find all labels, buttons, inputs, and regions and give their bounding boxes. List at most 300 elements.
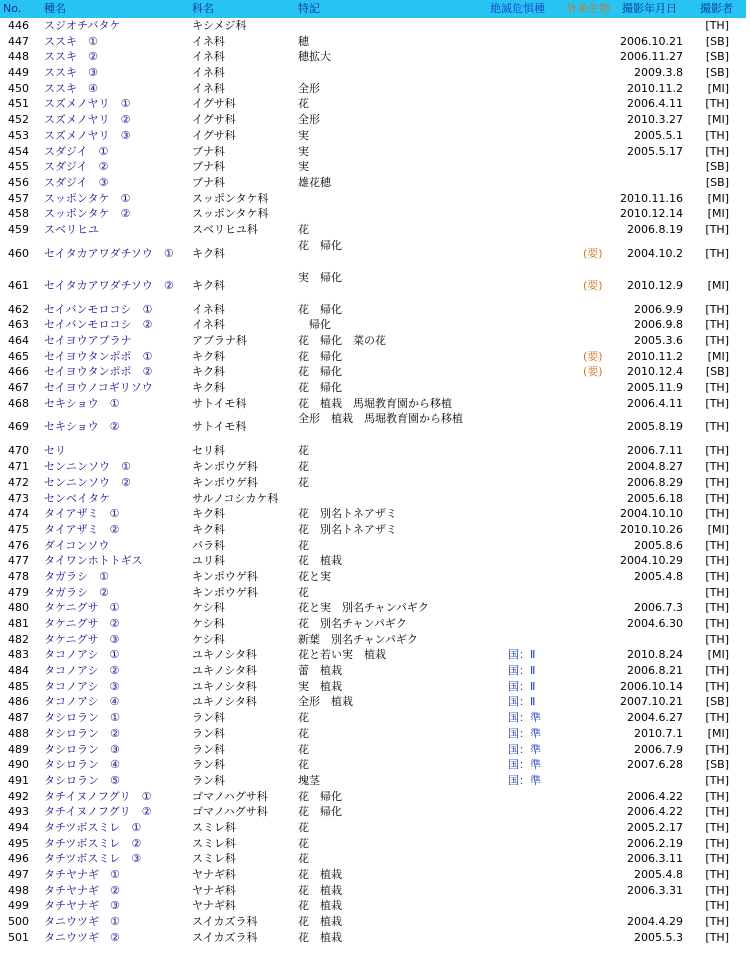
- special-note: 全形 植栽: [298, 695, 353, 709]
- special-note: 花 帰化: [298, 238, 342, 252]
- row-no: 451: [8, 97, 29, 111]
- row-no: 474: [8, 507, 29, 521]
- row-no: 480: [8, 601, 29, 615]
- family-name: ヤナギ科: [192, 868, 236, 881]
- special-note: 花 帰化: [298, 365, 342, 379]
- table-row: [0, 380, 746, 396]
- species-name: タチヤナギ ③: [44, 899, 120, 913]
- photo-date: 2010.11.2: [627, 349, 683, 363]
- special-note: 穂: [298, 34, 309, 48]
- species-name: タガラシ ①: [44, 569, 109, 583]
- photographer-code: [TH]: [705, 538, 729, 552]
- row-no: 481: [8, 617, 29, 630]
- photo-date: 2010.8.24: [627, 648, 683, 662]
- row-no: 498: [8, 883, 29, 897]
- row-no: 488: [8, 726, 29, 740]
- special-note: 花: [298, 475, 309, 489]
- row-no: 470: [8, 444, 29, 458]
- table-row: [0, 914, 746, 930]
- photographer-code: [TH]: [705, 679, 729, 693]
- family-name: キンポウゲ科: [192, 460, 258, 474]
- species-name: タコノアシ ③: [44, 679, 120, 693]
- table-row: [0, 506, 746, 522]
- photographer-code: [TH]: [705, 883, 729, 897]
- photographer-code: [TH]: [705, 381, 729, 395]
- photo-date: 2006.9.9: [634, 302, 683, 316]
- table-row: [0, 49, 746, 65]
- family-name: イネ科: [192, 34, 225, 48]
- species-name: タチツボスミレ ①: [44, 820, 142, 834]
- row-no: 463: [8, 318, 29, 332]
- species-name: タケニグサ ③: [44, 632, 120, 646]
- photo-date: 2007.10.21: [620, 695, 683, 709]
- special-note: 花: [298, 711, 309, 725]
- endangered-status: 国：準: [508, 758, 541, 772]
- photo-date: 2004.6.30: [627, 617, 683, 630]
- photographer-code: [SB]: [705, 160, 729, 174]
- row-no: 471: [8, 460, 29, 474]
- family-name: キンポウゲ科: [192, 569, 258, 583]
- photographer-code: [TH]: [705, 773, 729, 787]
- header-note: 特記: [298, 2, 320, 15]
- photo-date: 2005.4.8: [634, 569, 683, 583]
- table-row: [0, 851, 746, 867]
- special-note: 花 植栽: [298, 899, 342, 913]
- family-name: ゴマノハグサ科: [192, 805, 268, 819]
- photo-date: 2006.10.21: [620, 34, 683, 48]
- photo-date: 2006.4.22: [627, 805, 683, 819]
- special-note: 花: [298, 444, 309, 458]
- photographer-code: [TH]: [705, 19, 729, 32]
- table-row: [0, 222, 746, 238]
- species-name: タシロラン ①: [44, 711, 120, 725]
- photo-date: 2010.12.4: [627, 365, 683, 379]
- species-name: スダジイ ③: [44, 175, 109, 189]
- endangered-status: 国：Ⅱ: [508, 695, 536, 709]
- species-name: タシロラン ②: [44, 726, 120, 740]
- photographer-code: [SB]: [705, 50, 729, 64]
- header-alien: 外来生物: [566, 2, 610, 15]
- table-row: [0, 112, 746, 128]
- table-row: [0, 679, 746, 695]
- special-note: 花 植栽 馬堀教育園から移植: [298, 396, 452, 410]
- table-row: [0, 522, 746, 538]
- table-row: [0, 302, 746, 318]
- family-name: キク科: [192, 349, 225, 363]
- photo-date: 2005.8.6: [634, 538, 683, 552]
- table-row: [0, 364, 746, 380]
- photo-date: 2005.5.1: [634, 128, 683, 142]
- header-species-name: 種名: [44, 2, 66, 15]
- photographer-code: [TH]: [705, 144, 729, 158]
- special-note: 花: [298, 758, 309, 772]
- family-name: バラ科: [192, 538, 225, 552]
- family-name: ユキノシタ科: [192, 648, 257, 662]
- species-name: セキショウ ①: [44, 396, 120, 410]
- family-name: ブナ科: [192, 144, 225, 158]
- photo-date: 2007.6.28: [627, 758, 683, 772]
- special-note: 実: [298, 144, 309, 158]
- header-date: 撮影年月日: [622, 2, 677, 15]
- table-row: [0, 238, 746, 270]
- species-name: タニウツギ ②: [44, 930, 120, 944]
- special-note: 花 帰化: [298, 302, 342, 316]
- species-name: タシロラン ④: [44, 758, 120, 772]
- row-no: 472: [8, 475, 29, 489]
- special-note: 実 植栽: [298, 679, 342, 693]
- table-row: [0, 883, 746, 899]
- row-no: 494: [8, 820, 29, 834]
- special-note: 花: [298, 585, 309, 599]
- species-name: ダイコンソウ: [44, 538, 110, 552]
- family-name: ケシ科: [192, 601, 225, 615]
- row-no: 489: [8, 742, 29, 756]
- photographer-code: [MI]: [707, 349, 729, 363]
- photographer-code: [TH]: [705, 632, 729, 646]
- species-name: タチイヌノフグリ ①: [44, 789, 152, 803]
- table-row: [0, 710, 746, 726]
- table-row: [0, 757, 746, 773]
- family-name: ケシ科: [192, 617, 225, 630]
- photo-date: 2005.4.8: [634, 868, 683, 881]
- table-row: [0, 569, 746, 585]
- header-no: No.: [3, 2, 22, 15]
- special-note: 花: [298, 836, 309, 850]
- species-name: セイタカアワダチソウ ①: [44, 246, 174, 260]
- photographer-code: [TH]: [705, 852, 729, 866]
- table-row: [0, 81, 746, 97]
- special-note: 花 帰化: [298, 349, 342, 363]
- table-row: [0, 411, 746, 443]
- special-note: 花 別名トネアザミ: [298, 507, 397, 521]
- alien-status: (要): [583, 246, 603, 260]
- table-row: [0, 191, 746, 207]
- alien-status: (要): [583, 278, 603, 292]
- special-note: 蕾 植栽: [298, 664, 342, 678]
- photographer-code: [TH]: [705, 491, 729, 505]
- table-row: [0, 663, 746, 679]
- endangered-status: 国：Ⅱ: [508, 648, 536, 662]
- photographer-code: [MI]: [707, 648, 729, 662]
- family-name: ラン科: [192, 711, 225, 725]
- species-name: タイワンホトトギス: [44, 554, 143, 568]
- alien-status: (要): [583, 365, 603, 379]
- table-header: [0, 0, 746, 18]
- table-row: [0, 34, 746, 50]
- row-no: 469: [8, 420, 29, 434]
- species-name: セキショウ ②: [44, 420, 120, 434]
- row-no: 449: [8, 66, 29, 80]
- species-name: スダジイ ②: [44, 160, 109, 174]
- special-note: 帰化: [298, 318, 331, 332]
- photographer-code: [TH]: [705, 805, 729, 819]
- family-name: キク科: [192, 278, 225, 292]
- species-name: セイバンモロコシ ①: [44, 302, 153, 316]
- table-row: [0, 616, 746, 632]
- special-note: 花 帰化: [298, 789, 342, 803]
- species-name: ススキ ④: [44, 81, 98, 95]
- species-name: セリ: [44, 444, 66, 458]
- species-name: ススキ ③: [44, 66, 98, 80]
- row-no: 462: [8, 302, 29, 316]
- row-no: 490: [8, 758, 29, 772]
- family-name: イネ科: [192, 81, 225, 95]
- row-no: 450: [8, 81, 29, 95]
- family-name: スミレ科: [192, 836, 236, 850]
- photographer-code: [TH]: [705, 664, 729, 678]
- special-note: 全形 植栽 馬堀教育園から移植: [298, 412, 463, 426]
- table-row: [0, 632, 746, 648]
- photo-date: 2004.10.10: [620, 507, 683, 521]
- special-note: 花 植栽: [298, 930, 342, 944]
- photographer-code: [MI]: [707, 207, 729, 221]
- family-name: キク科: [192, 507, 225, 521]
- photo-date: 2009.3.8: [634, 66, 683, 80]
- special-note: 新葉 別名チャンパギク: [298, 632, 418, 646]
- row-no: 456: [8, 175, 29, 189]
- photographer-code: [TH]: [705, 302, 729, 316]
- special-note: 花: [298, 742, 309, 756]
- species-name: スズメノヤリ ②: [44, 113, 131, 127]
- photographer-code: [SB]: [705, 66, 729, 80]
- header-endangered: 絶滅危惧種: [490, 2, 545, 15]
- photographer-code: [TH]: [705, 915, 729, 929]
- species-name: タケニグサ ②: [44, 617, 120, 630]
- header-photographer: 撮影者: [700, 2, 733, 15]
- table-row: [0, 600, 746, 616]
- special-note: 花と若い実 植栽: [298, 648, 386, 662]
- photographer-code: [SB]: [705, 365, 729, 379]
- table-row: [0, 930, 746, 946]
- row-no: 497: [8, 868, 29, 881]
- photographer-code: [TH]: [705, 899, 729, 913]
- row-no: 473: [8, 491, 29, 505]
- table-row: [0, 804, 746, 820]
- table-row: [0, 726, 746, 742]
- species-name: スズメノヤリ ①: [44, 97, 131, 111]
- special-note: 花 植栽: [298, 868, 342, 881]
- species-name: タチイヌノフグリ ②: [44, 805, 152, 819]
- table-row: [0, 647, 746, 663]
- photo-date: 2005.2.17: [627, 820, 683, 834]
- photographer-code: [TH]: [705, 868, 729, 881]
- special-note: 花: [298, 852, 309, 866]
- species-name: センニンソウ ①: [44, 460, 131, 474]
- species-name: タイアザミ ①: [44, 507, 120, 521]
- row-no: 478: [8, 569, 29, 583]
- family-name: ラン科: [192, 742, 225, 756]
- table-row: [0, 491, 746, 507]
- family-name: スッポンタケ科: [192, 207, 269, 221]
- photo-date: 2005.6.18: [627, 491, 683, 505]
- special-note: 花 別名トネアザミ: [298, 522, 397, 536]
- photographer-code: [TH]: [705, 128, 729, 142]
- table-row: [0, 898, 746, 914]
- table-row: [0, 553, 746, 569]
- table-row: [0, 317, 746, 333]
- species-name: セイヨウタンポポ ①: [44, 349, 153, 363]
- endangered-status: 国：Ⅱ: [508, 679, 536, 693]
- family-name: キンポウゲ科: [192, 475, 258, 489]
- special-note: 花: [298, 820, 309, 834]
- photographer-code: [TH]: [705, 711, 729, 725]
- photographer-code: [TH]: [705, 930, 729, 944]
- photographer-code: [TH]: [705, 396, 729, 410]
- table-row: [0, 694, 746, 710]
- special-note: 花: [298, 222, 309, 236]
- photo-date: 2004.10.2: [627, 246, 683, 260]
- species-name: スッポンタケ ②: [44, 207, 131, 221]
- row-no: 499: [8, 899, 29, 913]
- species-name: タケニグサ ①: [44, 601, 120, 615]
- family-name: ラン科: [192, 758, 225, 772]
- row-no: 467: [8, 381, 29, 395]
- photographer-code: [TH]: [705, 742, 729, 756]
- species-name: タシロラン ⑤: [44, 773, 120, 787]
- species-name: スズメノヤリ ③: [44, 128, 131, 142]
- family-name: ラン科: [192, 726, 225, 740]
- species-name: ススキ ②: [44, 50, 98, 64]
- row-no: 482: [8, 632, 29, 646]
- species-name: スジオチバタケ: [44, 19, 121, 32]
- photo-date: 2006.3.31: [627, 883, 683, 897]
- family-name: スッポンタケ科: [192, 191, 269, 205]
- photographer-code: [TH]: [705, 444, 729, 458]
- family-name: スイカズラ科: [192, 915, 258, 929]
- row-no: 495: [8, 836, 29, 850]
- table-row: [0, 475, 746, 491]
- special-note: 花 植栽: [298, 883, 342, 897]
- row-no: 465: [8, 349, 29, 363]
- photographer-code: [TH]: [705, 246, 729, 260]
- table-row: [0, 159, 746, 175]
- family-name: アブラナ科: [192, 334, 247, 347]
- table-row: [0, 270, 746, 302]
- row-no: 460: [8, 246, 29, 260]
- special-note: 実: [298, 160, 309, 174]
- photo-date: 2006.8.29: [627, 475, 683, 489]
- table-row: [0, 742, 746, 758]
- species-name: タチツボスミレ ③: [44, 852, 142, 866]
- special-note: 花 帰化: [298, 381, 342, 395]
- photo-date: 2004.8.27: [627, 460, 683, 474]
- photo-date: 2006.7.9: [634, 742, 683, 756]
- row-no: 475: [8, 522, 29, 536]
- species-name: セイヨウアブラナ: [44, 334, 132, 347]
- species-name: タニウツギ ①: [44, 915, 120, 929]
- family-name: イネ科: [192, 50, 225, 64]
- row-no: 487: [8, 711, 29, 725]
- photo-date: 2004.4.29: [627, 915, 683, 929]
- row-no: 455: [8, 160, 29, 174]
- special-note: 雄花穂: [298, 175, 331, 189]
- species-name: タチヤナギ ②: [44, 883, 120, 897]
- family-name: スミレ科: [192, 852, 236, 866]
- photo-date: 2010.7.1: [634, 726, 683, 740]
- family-name: イネ科: [192, 302, 225, 316]
- row-no: 501: [8, 930, 29, 944]
- species-name: タコノアシ ①: [44, 648, 120, 662]
- photographer-code: [TH]: [705, 617, 729, 630]
- photographer-code: [TH]: [705, 820, 729, 834]
- special-note: 実 帰化: [298, 270, 342, 284]
- family-name: ゴマノハグサ科: [192, 789, 268, 803]
- species-name: タイアザミ ②: [44, 522, 120, 536]
- species-name: センベイタケ: [44, 491, 110, 505]
- species-name: セイバンモロコシ ②: [44, 318, 153, 332]
- photo-date: 2006.7.11: [627, 444, 683, 458]
- row-no: 483: [8, 648, 29, 662]
- photographer-code: [TH]: [705, 569, 729, 583]
- row-no: 493: [8, 805, 29, 819]
- photo-date: 2006.8.19: [627, 222, 683, 236]
- table-row: [0, 820, 746, 836]
- family-name: スミレ科: [192, 820, 236, 834]
- row-no: 491: [8, 773, 29, 787]
- row-no: 500: [8, 915, 29, 929]
- special-note: 花: [298, 538, 309, 552]
- row-no: 448: [8, 50, 29, 64]
- row-no: 446: [8, 19, 29, 32]
- special-note: 全形: [298, 81, 320, 95]
- special-note: 花 植栽: [298, 554, 342, 568]
- species-name: セイヨウノコギリソウ: [44, 381, 153, 395]
- table-body: [0, 18, 746, 945]
- table-row: [0, 128, 746, 144]
- row-no: 479: [8, 585, 29, 599]
- special-note: 花: [298, 97, 309, 111]
- photographer-code: [MI]: [707, 726, 729, 740]
- photographer-code: [MI]: [707, 81, 729, 95]
- row-no: 464: [8, 334, 29, 347]
- photographer-code: [TH]: [705, 318, 729, 332]
- species-name: タシロラン ③: [44, 742, 120, 756]
- photographer-code: [TH]: [705, 475, 729, 489]
- row-no: 492: [8, 789, 29, 803]
- table-row: [0, 396, 746, 412]
- row-no: 458: [8, 207, 29, 221]
- table-row: [0, 773, 746, 789]
- table-row: [0, 836, 746, 852]
- endangered-status: 国：Ⅱ: [508, 664, 536, 678]
- photographer-code: [TH]: [705, 334, 729, 347]
- table-row: [0, 443, 746, 459]
- photographer-code: [TH]: [705, 585, 729, 599]
- family-name: イグサ科: [192, 113, 236, 127]
- family-name: ユキノシタ科: [192, 695, 257, 709]
- species-name: セイヨウタンポポ ②: [44, 365, 153, 379]
- family-name: キク科: [192, 522, 225, 536]
- photo-date: 2006.11.27: [620, 50, 683, 64]
- photo-date: 2005.5.3: [634, 930, 683, 944]
- photo-date: 2004.10.29: [620, 554, 683, 568]
- endangered-status: 国：準: [508, 773, 541, 787]
- species-name: タガラシ ②: [44, 585, 109, 599]
- family-name: スベリヒユ科: [192, 222, 258, 236]
- row-no: 454: [8, 144, 29, 158]
- photo-date: 2010.12.9: [627, 278, 683, 292]
- special-note: 花と実 別名チャンパギク: [298, 601, 429, 615]
- family-name: キク科: [192, 365, 225, 379]
- table-row: [0, 18, 746, 34]
- family-name: キク科: [192, 246, 225, 260]
- table-row: [0, 144, 746, 160]
- special-note: 実: [298, 128, 309, 142]
- photographer-code: [TH]: [705, 789, 729, 803]
- photo-date: 2005.3.6: [634, 334, 683, 347]
- row-no: 457: [8, 191, 29, 205]
- special-note: 穂拡大: [298, 50, 331, 64]
